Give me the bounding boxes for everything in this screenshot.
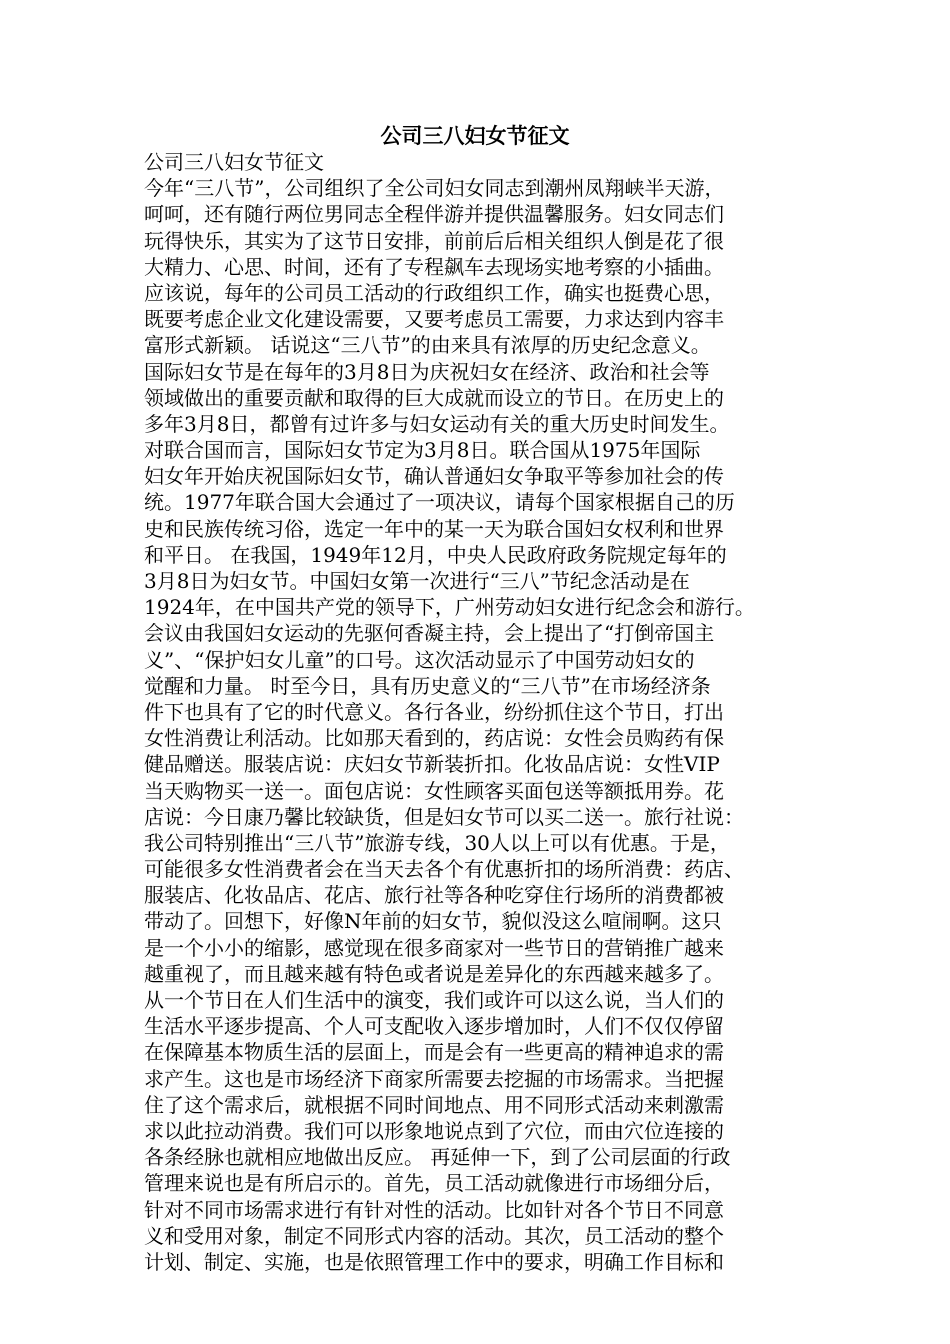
text-line: 史和民族传统习俗，选定一年中的某一天为联合国妇女权利和世界 <box>144 516 724 541</box>
text-line: 女性消费让利活动。比如那天看到的，药店说：女性会员购药有保 <box>144 726 724 751</box>
text-line: 店说：今日康乃馨比较缺货，但是妇女节可以买二送一。旅行社说： <box>144 804 744 829</box>
text-line: 妇女年开始庆祝国际妇女节，确认普通妇女争取平等参加社会的传 <box>144 464 724 489</box>
text-line: 当天购物买一送一。面包店说：女性顾客买面包送等额抵用券。花 <box>144 778 724 803</box>
text-line: 可能很多女性消费者会在当天去各个有优惠折扣的场所消费：药店、 <box>144 857 744 882</box>
text-line: 公司三八妇女节征文 <box>144 150 324 174</box>
text-line: 和平日。 在我国，1949年12月，中央人民政府政务院规定每年的 <box>144 542 727 567</box>
text-line: 应该说，每年的公司员工活动的行政组织工作，确实也挺费心思， <box>144 280 724 305</box>
text-line: 国际妇女节是在每年的3月8日为庆祝妇女在经济、政治和社会等 <box>144 359 710 384</box>
text-line: 件下也具有了它的时代意义。各行各业，纷纷抓住这个节日，打出 <box>144 699 724 724</box>
text-line: 是一个小小的缩影，感觉现在很多商家对一些节日的营销推广越来 <box>144 935 724 960</box>
text-line: 领域做出的重要贡献和取得的巨大成就而设立的节日。在历史上的 <box>144 385 724 410</box>
text-line: 会议由我国妇女运动的先驱何香凝主持，会上提出了“打倒帝国主 <box>144 621 715 646</box>
text-line: 呵呵，还有随行两位男同志全程伴游并提供温馨服务。妇女同志们 <box>144 202 724 227</box>
text-line: 对联合国而言，国际妇女节定为3月8日。联合国从1975年国际 <box>144 438 701 463</box>
text-line: 带动了。回想下，好像N年前的妇女节，貌似没这么喧闹啊。这只 <box>144 909 722 934</box>
text-line: 计划、制定、实施，也是依照管理工作中的要求，明确工作目标和 <box>144 1249 724 1274</box>
text-line: 生活水平逐步提高、个人可支配收入逐步增加时，人们不仅仅停留 <box>144 1014 724 1039</box>
text-line: 求产生。这也是市场经济下商家所需要去挖掘的市场需求。当把握 <box>144 1066 724 1091</box>
text-line: 觉醒和力量。 时至今日，具有历史意义的“三八节”在市场经济条 <box>144 673 711 698</box>
text-line: 在保障基本物质生活的层面上，而是会有一些更高的精神追求的需 <box>144 1040 724 1065</box>
text-line: 越重视了，而且越来越有特色或者说是差异化的东西越来越多了。 <box>144 961 724 986</box>
text-line: 义”、“保护妇女儿童”的口号。这次活动显示了中国劳动妇女的 <box>144 647 695 672</box>
document-title: 公司三八妇女节征文 <box>380 124 570 148</box>
text-line: 健品赠送。服装店说：庆妇女节新装折扣。化妆品店说：女性VIP <box>144 752 720 777</box>
document-body <box>144 149 814 1275</box>
text-line: 3月8日为妇女节。中国妇女第一次进行“三八”节纪念活动是在 <box>144 569 690 593</box>
text-line: 1924年，在中国共产党的领导下，广州劳动妇女进行纪念会和游行。 <box>144 595 755 620</box>
text-line: 住了这个需求后，就根据不同时间地点、用不同形式活动来刺激需 <box>144 1092 724 1117</box>
text-line: 我公司特别推出“三八节”旅游专线，30人以上可以有优惠。于是， <box>144 830 730 855</box>
text-line: 大精力、心思、时间，还有了专程飙车去现场实地考察的小插曲。 <box>144 254 724 279</box>
text-line: 针对不同市场需求进行有针对性的活动。比如针对各个节日不同意 <box>144 1197 724 1222</box>
text-line: 多年3月8日，都曾有过许多与妇女运动有关的重大历史时间发生。 <box>144 411 730 436</box>
text-line: 服装店、化妆品店、花店、旅行社等各种吃穿住行场所的消费都被 <box>144 883 724 908</box>
text-line: 管理来说也是有所启示的。首先，员工活动就像进行市场细分后， <box>144 1171 724 1196</box>
text-line: 义和受用对象，制定不同形式内容的活动。其次，员工活动的整个 <box>144 1223 724 1248</box>
text-line: 今年“三八节”，公司组织了全公司妇女同志到潮州凤翔峡半天游， <box>144 176 725 201</box>
text-line: 从一个节日在人们生活中的演变，我们或许可以这么说，当人们的 <box>144 988 724 1012</box>
text-line: 统。1977年联合国大会通过了一项决议，请每个国家根据自己的历 <box>144 490 735 515</box>
text-line: 各条经脉也就相应地做出反应。 再延伸一下，到了公司层面的行政 <box>144 1145 731 1170</box>
text-line: 富形式新颖。 话说这“三八节”的由来具有浓厚的历史纪念意义。 <box>144 333 711 358</box>
text-line: 求以此拉动消费。我们可以形象地说点到了穴位，而由穴位连接的 <box>144 1118 724 1143</box>
text-line: 玩得快乐，其实为了这节日安排，前前后后相关组织人倒是花了很 <box>144 228 724 253</box>
text-line: 既要考虑企业文化建设需要，又要考虑员工需要，力求达到内容丰 <box>144 307 724 332</box>
